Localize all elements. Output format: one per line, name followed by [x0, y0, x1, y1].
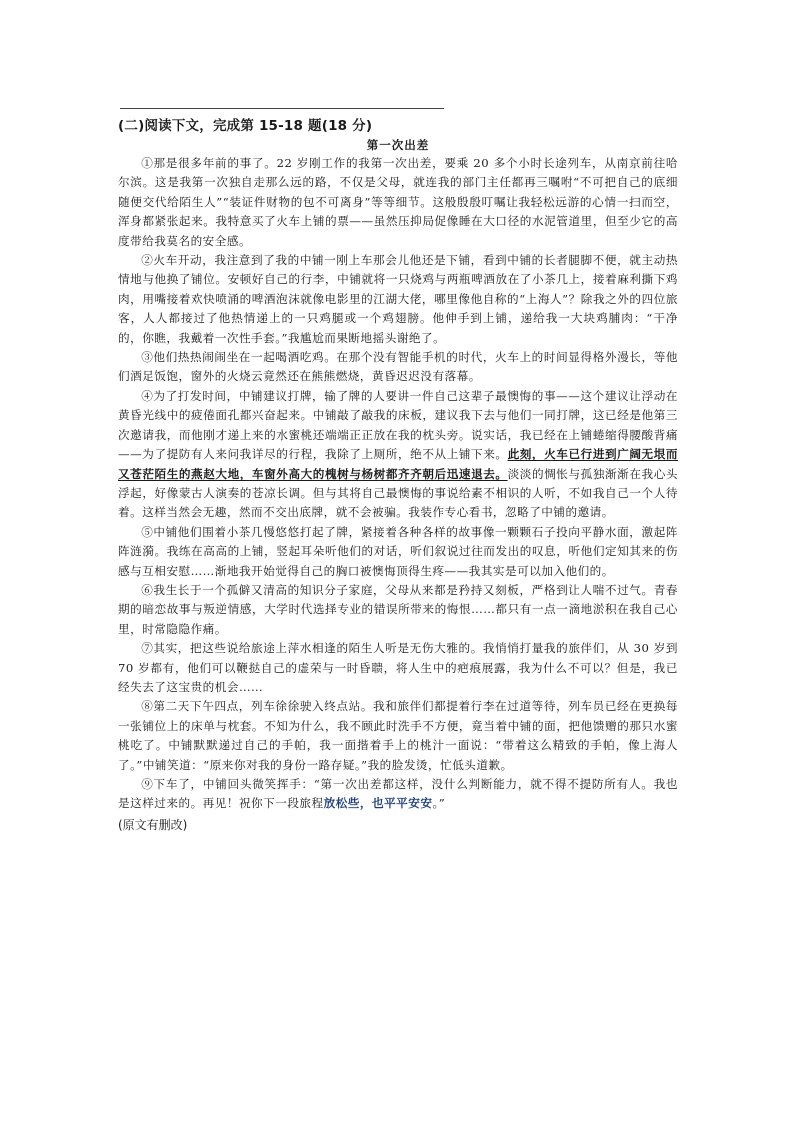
paragraph-5: ⑤中铺他们围着小茶几慢悠悠打起了牌，紧接着各种各样的故事像一颗颗石子投向平静水面，激起阵阵涟漪。我练在高高的上铺，竖起耳朵听他们的对话，听们叙说过往而发出的叹息，听他们定知其来的伤感与互相安慰……渐地我开始觉得自己的胸口被懊悔顶得生疼——我其实是可以加入他们的。	[118, 524, 678, 578]
top-rule	[120, 108, 444, 109]
paragraph-9-part-a: ⑨下车了，中铺回头微笑挥手：“第一次出差都这样，没什么判断能力，就不得不提防所有人。我也是这样过来的。再见！祝你下一段旅程	[118, 777, 678, 811]
paragraph-9-highlighted: 放松些，也平平安安	[323, 796, 433, 811]
paragraph-3: ③他们热热闹闹坐在一起喝酒吃鸡。在那个没有智能手机的时代，火车上的时间显得格外漫长，等他们酒足饭饱，窗外的火烧云竟然还在熊熊燃烧，黄昏迟迟没有落幕。	[118, 350, 678, 384]
paragraph-4-part-b: 淡淡的惆怅与孤独渐渐在我心头浮起，好像蒙古人演奏的苍凉长调。但与其将自己最懊悔的事说给素不相识的人听，不如我自己一个人待着。这样当然会无趣，然而不交出底牌，就不会被骗。我装作专心看书，忽略了中铺的邀请。	[118, 466, 678, 520]
paragraph-4-part-a: ④为了打发时间，中铺建议打牌，输了牌的人要讲一件自己这辈子最懊悔的事——这个建议让浮动在黄昏光线中的疲倦面孔都兴奋起来。中铺敲了敲我的床板，建议我下去与他们一同打牌，这已经是他第三次邀请我，而他刚才递上来的水蜜桃还端端正正放在我的枕头旁。说实话，我已经在上铺蜷缩得腰酸背痛——为了提防有人来问我详尽的行程，我除了上厕所，绝不从上铺下来。	[118, 388, 678, 462]
paragraph-9	[118, 775, 678, 814]
paragraph-9-part-c: 。”	[432, 796, 446, 811]
paragraph-1: ①那是很多年前的事了。22 岁刚工作的我第一次出差，要乘 20 多个小时长途列车，从南京前往哈尔滨。这是我第一次独自走那么远的路，不仅是父母，就连我的部门主任都再三嘱咐“不可把自己的底细随便交代给陌生人”“装证件财物的包不可离身”等等细节。这般殷殷叮嘱让我轻松远游的心情一扫而空，浑身都紧张起来。我特意买了火车上铺的票——虽然压抑局促像睡在大口径的水泥管道里，但至少它的高度带给我莫名的安全感。	[118, 156, 678, 248]
document-page	[118, 108, 678, 834]
paragraph-7: ⑦其实，把这些说给旅途上萍水相逢的陌生人听是无伤大雅的。我悄悄打量我的旅伴们，从 30 岁到 70 岁都有，他们可以鞭挞自己的虚荣与一时昏聩，将人生中的疤痕展露，我为什么不可以？但是，我已经失去了这宝贵的机会……	[118, 641, 678, 694]
source-note: (原文有删改)	[118, 817, 188, 832]
paragraph-8: ⑧第二天下午四点，列车徐徐驶入终点站。我和旅伴们都提着行李在过道等待，列车员已经在更换每一张铺位上的床单与枕套。不知为什么，我不顾此时洗手不方便，竟当着中铺的面，把他馈赠的那只水蜜桃吃了。中铺默默递过自己的手帕，我一面揩着手上的桃汁一面说：“带着这么精致的手帕，像上海人了。”中铺笑道：“原来你对我的身份一路存疑。”我的脸发烫，忙低头道歉。	[118, 699, 678, 772]
paragraph-4	[118, 387, 678, 523]
paragraph-4-underlined: 此刻，火车已行进到广阔无垠而又苍茫陌生的燕赵大地，车窗外高大的槐树与杨树都齐齐朝后迅速退去。	[118, 447, 678, 481]
article-title: 第一次出差	[366, 138, 430, 152]
section-title: (二)阅读下文，完成第 15-18 题(18 分)	[118, 118, 373, 134]
paragraph-6: ⑥我生长于一个孤僻又清高的知识分子家庭，父母从来都是矜持又刻板，严格到让人喘不过气。青春期的暗恋故事与叛逆情感，大学时代选择专业的错误所带来的悔恨……都只有一点一滴地淤积在我自己心里，时常隐隐作痛。	[118, 582, 678, 636]
paragraph-2: ②火车开动，我注意到了我的中铺一刚上车那会儿他还是下铺，看到中铺的长者腿脚不便，就主动热情地与他换了铺位。安顿好自己的行李，中铺就将一只烧鸡与两瓶啤酒放在了小茶几上，接着麻利撕下鸡肉，用嘴接着欢快喷涌的啤酒泡沫就像电影里的江湖大佬，哪里像他自称的“上海人”？除我之外的四位旅客，人人都接过了他热情递上的一只鸡腿或一个鸡翅膀。他伸手到上铺，递给我一大块鸡脯肉：“干净的，你瞧，我戴着一次性手套。”我尴尬而果断地摇头谢绝了。	[118, 253, 678, 345]
